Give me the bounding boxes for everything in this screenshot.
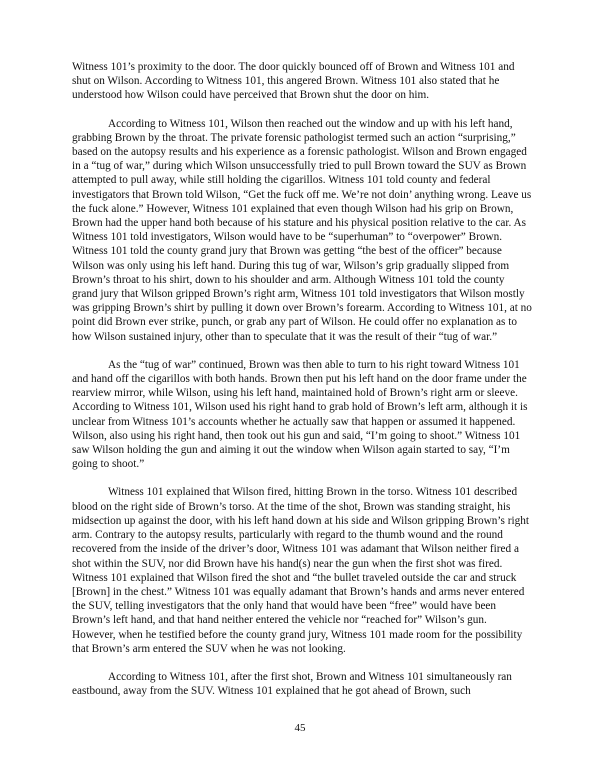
paragraph-tug-of-war: As the “tug of war” continued, Brown was then able to turn to his right toward Witness 101 and hand off the cigarillos with both hands. Brown then put his left hand on the door frame under the rearview mirror, while Wilson, using his left hand, maintained hold of Brown’s right arm or sleeve. According to Witness 101, Wilson used his right hand to grab hold of Brown’s left arm, although it is unclear from Witness 101’s accounts whether he actually saw that happen or assumed it happened. Wilson, also using his right hand, then took out his gun and said, “I’m going to shoot.” Witness 101 saw Wilson holding the gun and aiming it out the window when Wilson again started to say, “I’m going to shoot.” <box>72 358 528 471</box>
paragraph-continuation: Witness 101’s proximity to the door. The door quickly bounced off of Brown and Witness 101 and shut on Wilson. According to Witness 101, this angered Brown. Witness 101 also stated that he understood how Wilson could have perceived that Brown shut the door on him. <box>72 61 515 102</box>
body-text <box>72 60 532 712</box>
paragraph-ran-eastbound: According to Witness 101, after the first shot, Brown and Witness 101 simultaneously ran eastbound, away from the SUV. Witness 101 explained that he got ahead of Brown, such <box>72 670 512 698</box>
paragraph-first-shot: Witness 101 explained that Wilson fired, hitting Brown in the torso. Witness 101 described blood on the right side of Brown’s torso. At the time of the shot, Brown was standing straight, his midsection up against the door, with his left hand down at his side and Wilson gripping Brown’s right arm. Contrary to the autopsy results, particularly with regard to the thumb wound and the round recovered from the inside of the driver’s door, Witness 101 was adamant that Wilson neither fired a shot within the SUV, nor did Brown have his hand(s) near the gun when the first shot was fired. Witness 101 explained that Wilson fired the shot and “the bullet traveled outside the car and struck [Brown] in the chest.” Witness 101 was equally adamant that Brown’s hands and arms never entered the SUV, telling investigators that the only hand that would have been “free” would have been Brown’s left hand, and that hand neither entered the vehicle nor “reached for” Wilson’s gun. However, when he testified before the county grand jury, Witness 101 made room for the possibility that Brown’s arm entered the SUV when he was not looking. <box>72 486 529 655</box>
page-number: 45 <box>294 722 306 734</box>
paragraph-throat-grab: According to Witness 101, Wilson then reached out the window and up with his left hand, grabbing Brown by the throat. The private forensic pathologist termed such an action “surprising,” based on the autopsy results and his experience as a forensic pathologist. Wilson and Brown engaged in a “tug of war,” during which Wilson unsuccessfully tried to pull Brown toward the SUV as Brown attempted to pull away, while still holding the cigarillos. Witness 101 told county and federal investigators that Brown told Wilson, “Get the fuck off me. We’re not doin’ anything wrong. Leave us the fuck alone.” However, Witness 101 explained that even though Wilson had his grip on Brown, Brown had the upper hand both because of his stature and his physical position relative to the car. As Witness 101 told investigators, Wilson would have to be “superhuman” to “overpower” Brown. Witness 101 told the county grand jury that Brown was getting “the best of the officer” because Wilson was only using his left hand. During this tug of war, Wilson’s grip gradually slipped from Brown’s throat to his shirt, down to his shoulder and arm. Although Witness 101 told the county grand jury that Wilson gripped Brown’s right arm, Witness 101 told investigators that Wilson mostly was gripping Brown’s shirt by pulling it down over Brown’s forearm. According to Witness 101, at no point did Brown ever strike, punch, or grab any part of Wilson. He could offer no explanation as to how Wilson sustained injury, other than to speculate that it was the result of their “tug of war.” <box>72 117 532 343</box>
